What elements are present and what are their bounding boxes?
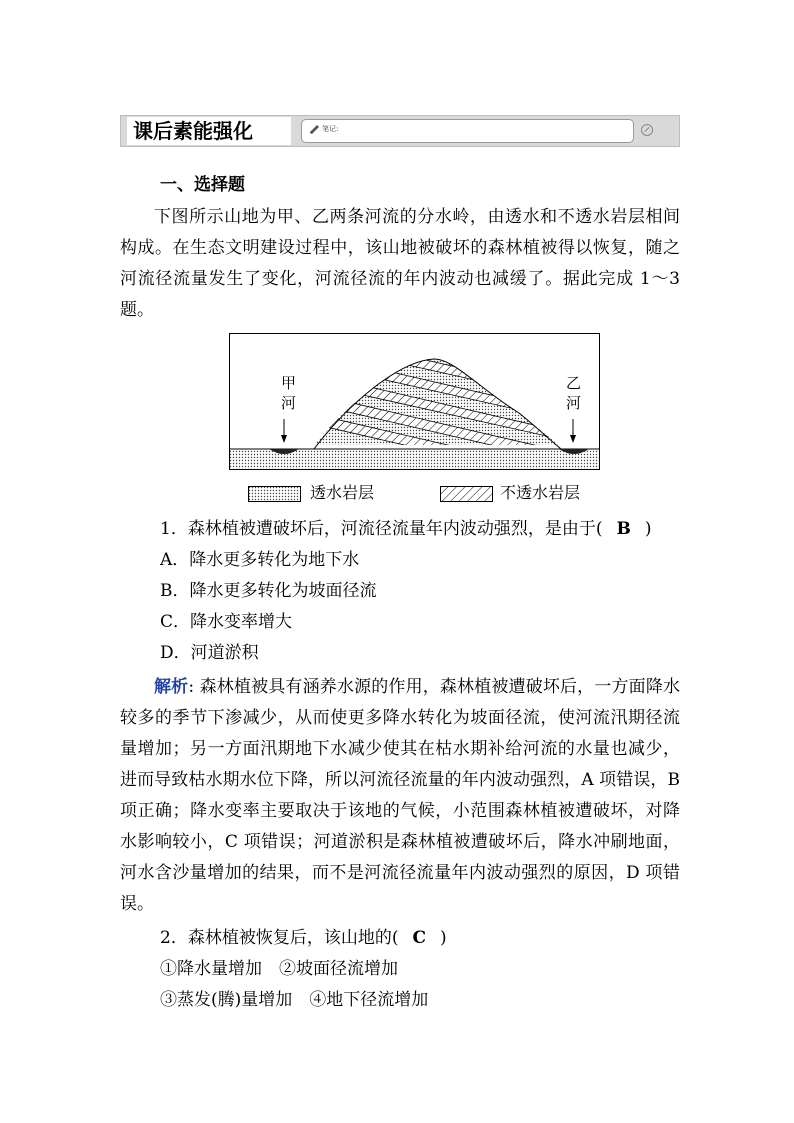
pencil-icon: [309, 124, 320, 135]
analysis-text: : 森林植被具有涵养水源的作用，森林植被遭破坏后，一方面降水较多的季节下渗减少，从而使更多降水转化为坡面径流，使河流汛期径流量增加；另一方面汛期地下水减少使其在枯水期补给河流的水量也减少，进而导致枯水期水位下降，所以河流径流量的年内波动强烈，A 项错误，B 项正确；降水变率主要取决于该地的气候，小范围森林植被遭破坏，对降水影响较小，C 项错误；河道淤积是森林植被遭破坏后，降水冲刷地面，河水含沙量增加的结果，而不是河流径流量年内波动强烈的原因，D 项错误。: [120, 677, 680, 914]
q1-stem: 1．森林植被遭破坏后，河流径流量年内波动强烈，是由于(: [160, 519, 603, 539]
intro-paragraph: 下图所示山地为甲、乙两条河流的分水岭，由透水和不透水岩层相间构成。在生态文明建设过程中，该山地被破坏的森林植被得以恢复，随之河流径流量发生了变化，河流径流的年内波动也减缓了。据此完成 1～3 题。: [120, 207, 680, 320]
legend-impermeable-label: 不透水岩层: [500, 483, 581, 502]
q2-stem-line: [160, 926, 447, 950]
q2-stem: 2．森林植被恢复后，该山地的(: [160, 928, 399, 948]
q2-close: ): [439, 928, 447, 948]
page-title: 课后素能强化: [127, 117, 291, 145]
left-river-label-2: 河: [281, 394, 297, 412]
left-river-label-1: 甲: [281, 374, 297, 392]
right-river-label-1: 乙: [566, 374, 582, 392]
pin-icon[interactable]: [641, 124, 653, 136]
right-river-label-2: 河: [566, 394, 582, 412]
section-title: 一、选择题: [160, 175, 245, 195]
q2-items-line2: ③蒸发(腾)量增加 ④地下径流增加: [160, 990, 429, 1010]
q1-close: ): [644, 519, 652, 539]
q1-option-c: C．降水变率增大: [160, 612, 293, 632]
q1-analysis: [120, 672, 680, 920]
legend-permeable-swatch: [248, 486, 301, 502]
legend-permeable-label: 透水岩层: [310, 483, 375, 502]
note-label: 笔记:: [322, 125, 339, 133]
q1-option-d: D．河道淤积: [160, 643, 259, 663]
legend-impermeable-swatch: [440, 486, 493, 502]
q1-option-a: A．降水更多转化为地下水: [160, 550, 360, 570]
header-band: [120, 115, 680, 147]
cross-section-figure: [229, 333, 600, 470]
q2-answer: C: [412, 928, 426, 948]
analysis-label: 解析: [154, 677, 189, 697]
q1-option-b: B．降水更多转化为坡面径流: [160, 581, 377, 601]
q1-stem-line: [160, 517, 651, 541]
q2-items-line1: ①降水量增加 ②坡面径流增加: [160, 959, 398, 979]
note-input[interactable]: [301, 119, 634, 143]
q1-answer: B: [616, 519, 631, 539]
